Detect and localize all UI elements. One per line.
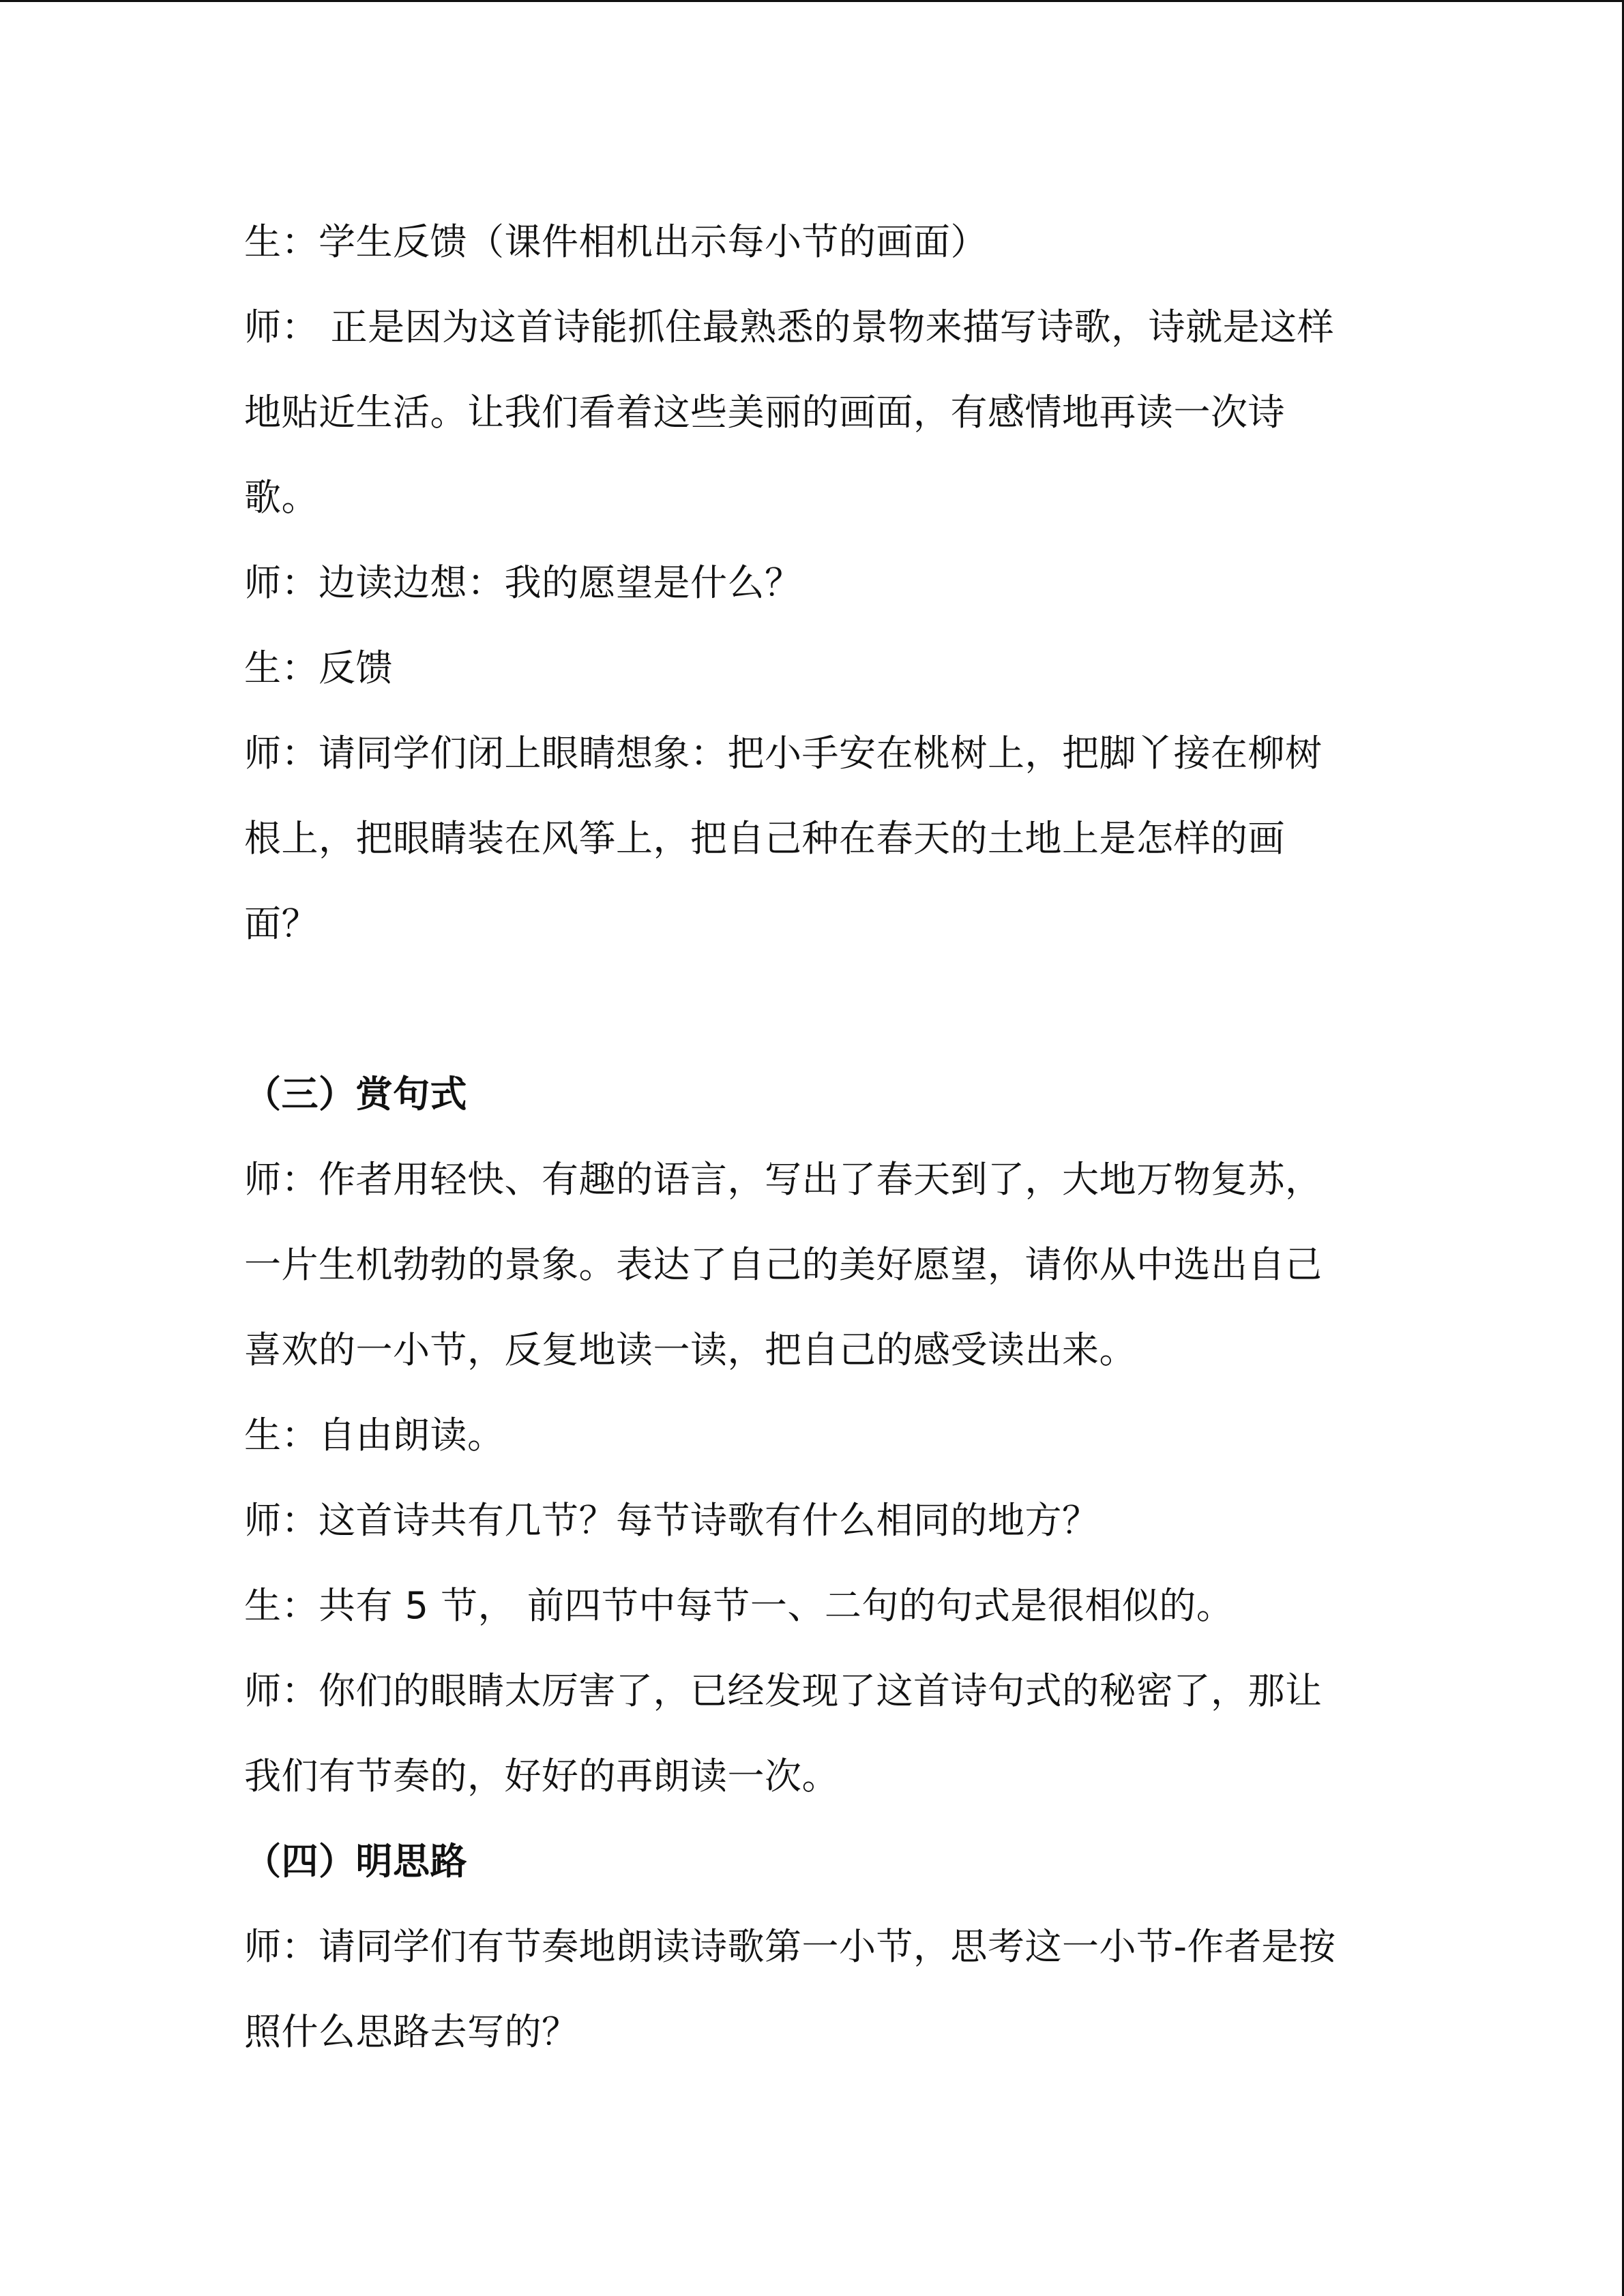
text-line: 我们有节奏的，好好的再朗读一次。: [244, 1755, 839, 1798]
text-line: 地贴近生活。让我们看着这些美丽的画面，有感情地再读一次诗: [244, 391, 1285, 434]
text-line: 师：请同学们有节奏地朗读诗歌第一小节，思考这一小节-作者是按: [244, 1925, 1336, 1968]
section-heading: （四）明思路: [244, 1840, 467, 1883]
text-line: 照什么思路去写的？: [244, 2010, 579, 2053]
text-line: 喜欢的一小节，反复地读一读，把自己的感受读出来。: [244, 1328, 1136, 1371]
section-heading: （三）赏句式: [244, 1073, 467, 1116]
text-line: 根上，把眼睛装在风筝上，把自己种在春天的土地上是怎样的画: [244, 817, 1285, 860]
text-line: 生：自由朗读。: [244, 1414, 505, 1457]
text-line: 师：边读边想：我的愿望是什么？: [244, 561, 802, 604]
text-line: 生：反馈: [244, 646, 393, 689]
top-border: [0, 0, 1624, 2]
text-line: 师：这首诗共有几节？每节诗歌有什么相同的地方？: [244, 1499, 1099, 1542]
text-line: 师：作者用轻快、有趣的语言，写出了春天到了，大地万物复苏，: [244, 1158, 1323, 1201]
text-line: 生：学生反馈（课件相机出示每小节的画面）: [244, 220, 988, 263]
text-line: 一片生机勃勃的景象。表达了自己的美好愿望，请你从中选出自己: [244, 1243, 1323, 1286]
text-line: 歌。: [244, 476, 319, 519]
text-line: 师：请同学们闭上眼睛想象：把小手安在桃树上，把脚丫接在柳树: [244, 732, 1323, 775]
text-line: 生：共有 5 节， 前四节中每节一、二句的句式是很相似的。: [244, 1584, 1234, 1627]
text-line: 面？: [244, 902, 319, 945]
text-line: 师：你们的眼睛太厉害了，已经发现了这首诗句式的秘密了，那让: [244, 1669, 1323, 1712]
text-line: 师： 正是因为这首诗能抓住最熟悉的景物来描写诗歌，诗就是这样: [244, 305, 1335, 348]
